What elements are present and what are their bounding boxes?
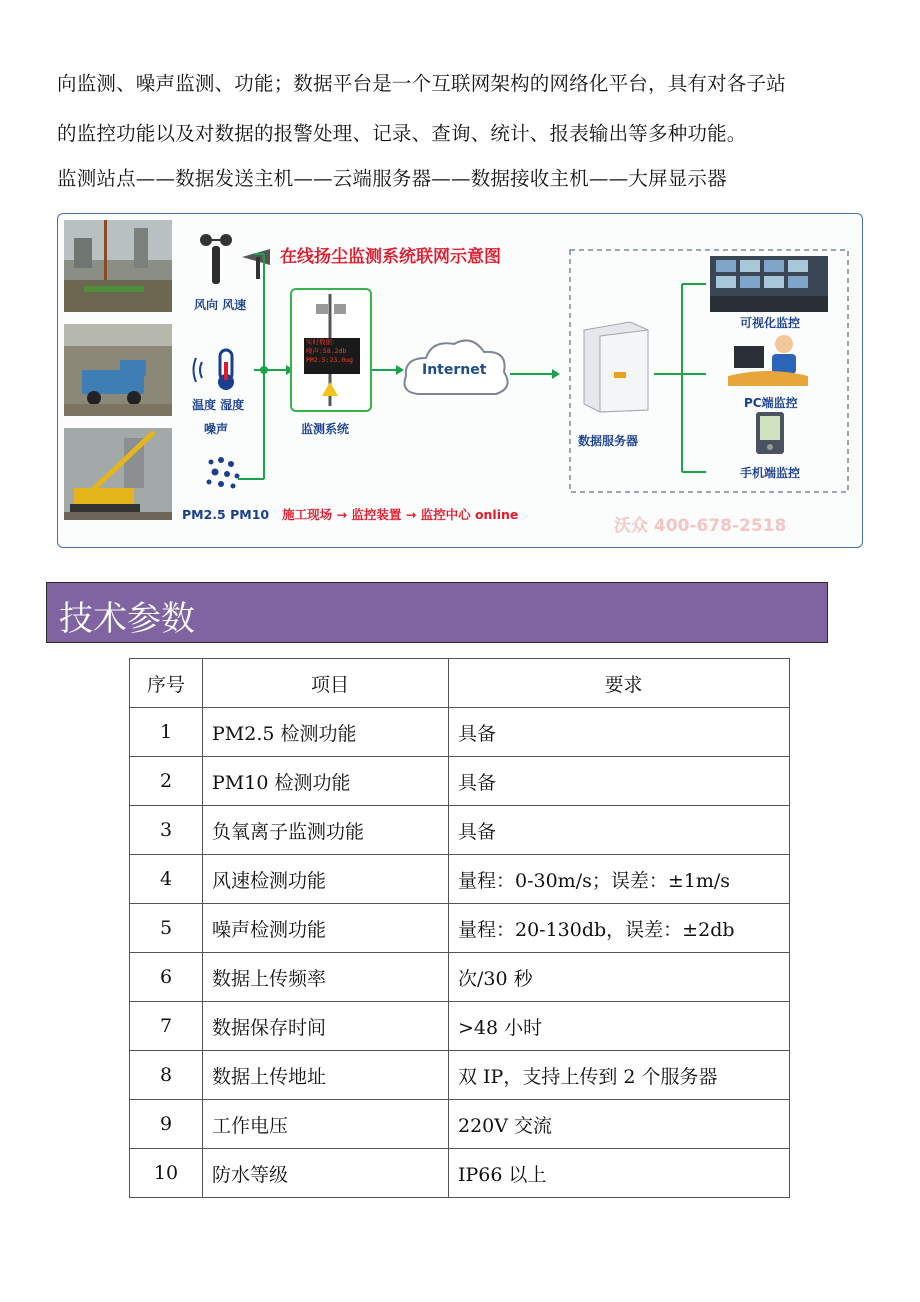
cell-requirement: IP66 以上 [449, 1149, 790, 1198]
monitor-system-label: 监测系统 [301, 422, 350, 436]
cell-index: 2 [130, 757, 203, 806]
cell-index: 6 [130, 953, 203, 1002]
mobile-device-icon [756, 412, 784, 454]
output-label-2: PC端监控 [744, 396, 798, 410]
cell-index: 7 [130, 1002, 203, 1051]
cell-index: 3 [130, 806, 203, 855]
cell-index: 9 [130, 1100, 203, 1149]
table-row [130, 757, 790, 806]
header-requirement: 要求 [449, 659, 790, 708]
intro-line-2: 的监控功能以及对数据的报警处理、记录、查询、统计、报表输出等多种功能。 [57, 122, 747, 145]
cell-item: PM10 检测功能 [203, 757, 449, 806]
cell-requirement: 具备 [449, 757, 790, 806]
spec-table [129, 658, 790, 1198]
cell-requirement: 具备 [449, 708, 790, 757]
noise-label: 噪声 [204, 422, 229, 436]
display-line-1: 实时数据： [306, 338, 339, 346]
table-row [130, 806, 790, 855]
wind-label: 风向 风速 [194, 298, 247, 312]
cell-item: 工作电压 [203, 1100, 449, 1149]
cell-requirement: 次/30 秒 [449, 953, 790, 1002]
output-label-1: 可视化监控 [740, 316, 801, 330]
server-label: 数据服务器 [578, 434, 639, 448]
cell-index: 10 [130, 1149, 203, 1198]
flow-caption [182, 505, 518, 523]
network-diagram [57, 213, 863, 548]
cell-requirement: 具备 [449, 806, 790, 855]
cell-item: PM2.5 检测功能 [203, 708, 449, 757]
table-header-row [130, 659, 790, 708]
cell-requirement: 量程：20-130db，误差：±2db [449, 904, 790, 953]
cell-item: 负氧离子监测功能 [203, 806, 449, 855]
table-row [130, 855, 790, 904]
table-row [130, 953, 790, 1002]
cell-item: 数据上传频率 [203, 953, 449, 1002]
section-title: 技术参数 [59, 599, 195, 639]
cell-item: 防水等级 [203, 1149, 449, 1198]
cell-item: 数据保存时间 [203, 1002, 449, 1051]
cell-item: 风速检测功能 [203, 855, 449, 904]
cell-requirement: 量程：0-30m/s；误差：±1m/s [449, 855, 790, 904]
output-label-3: 手机端监控 [740, 466, 801, 480]
diagram-title: 在线扬尘监测系统联网示意图 [280, 247, 501, 267]
display-line-3: PM2.5:23.0ug [306, 356, 353, 364]
pm-label: PM2.5 PM10 [182, 507, 270, 522]
flow-arrow-2: → [405, 507, 417, 522]
cell-index: 5 [130, 904, 203, 953]
video-wall-icon [710, 256, 828, 312]
monitor-system-box [290, 288, 372, 412]
table-row [130, 1149, 790, 1198]
table-row [130, 1002, 790, 1051]
cell-item: 噪声检测功能 [203, 904, 449, 953]
flow-center: 监控中心 online [420, 507, 519, 522]
table-row [130, 708, 790, 757]
cell-index: 1 [130, 708, 203, 757]
cell-index: 4 [130, 855, 203, 904]
cell-index: 8 [130, 1051, 203, 1100]
temp-humidity-label: 温度 湿度 [192, 398, 245, 412]
header-index: 序号 [130, 659, 203, 708]
server-icon [578, 318, 652, 414]
pc-monitor-icon [726, 332, 810, 390]
display-line-2: 噪声:58.2db [306, 347, 347, 355]
flow-arrow-1: → [336, 507, 348, 522]
cell-requirement: 双 IP，支持上传到 2 个服务器 [449, 1051, 790, 1100]
table-row [130, 1051, 790, 1100]
header-item: 项目 [203, 659, 449, 708]
internet-label: Internet [422, 362, 487, 378]
flow-site: 施工现场 [282, 507, 333, 522]
cell-requirement: >48 小时 [449, 1002, 790, 1051]
section-header [46, 582, 828, 643]
intro-line-1: 向监测、噪声监测、功能；数据平台是一个互联网架构的网络化平台，具有对各子站 [57, 72, 786, 95]
cell-item: 数据上传地址 [203, 1051, 449, 1100]
cell-requirement: 220V 交流 [449, 1100, 790, 1149]
table-row [130, 904, 790, 953]
flow-device: 监控装置 [351, 507, 402, 522]
table-row [130, 1100, 790, 1149]
intro-line-3: 监测站点——数据发送主机——云端服务器——数据接收主机——大屏显示器 [57, 167, 727, 190]
watermark: 沃众 400-678-2518 [614, 516, 787, 536]
